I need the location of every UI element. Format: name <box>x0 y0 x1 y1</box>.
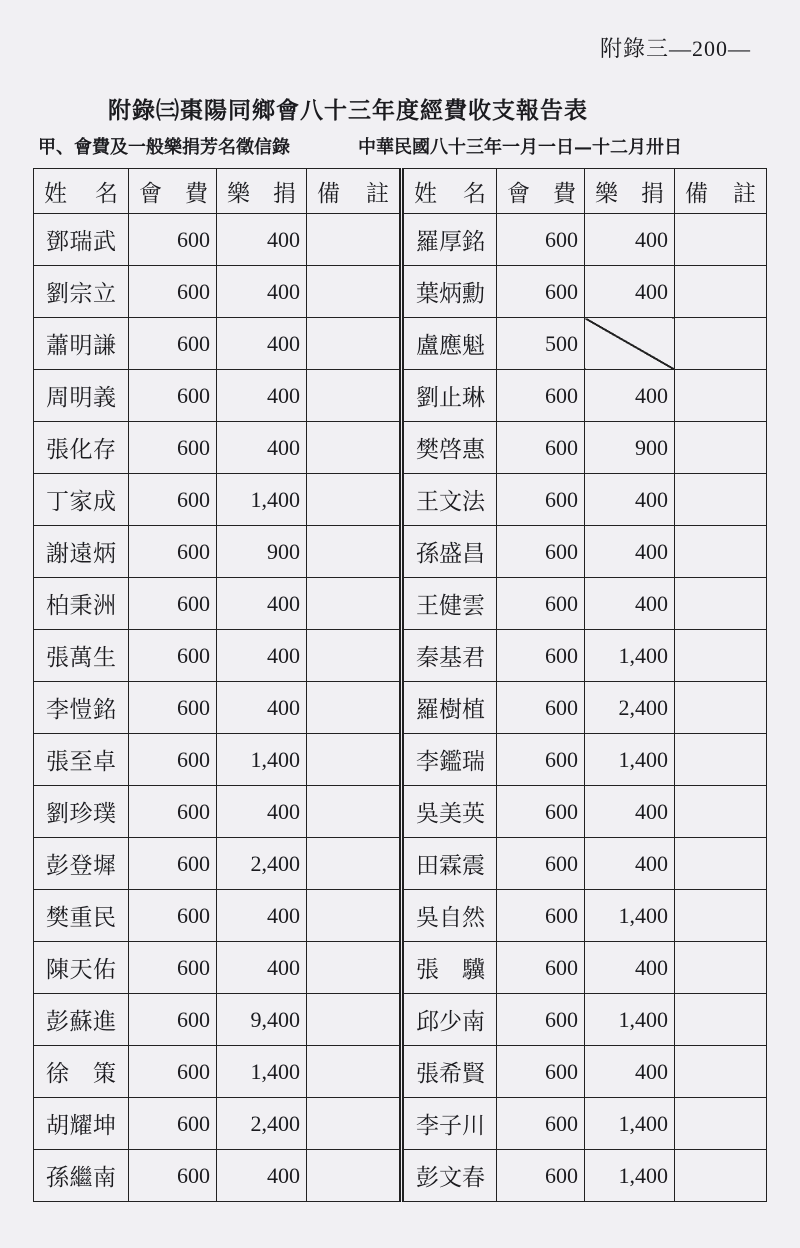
right-name-cell: 盧應魁 <box>402 318 497 370</box>
left-name-cell: 丁家成 <box>34 474 129 526</box>
right-name-cell: 王文法 <box>402 474 497 526</box>
right-note-cell <box>675 786 767 838</box>
left-donation-cell: 400 <box>217 942 307 994</box>
right-note-cell <box>675 942 767 994</box>
left-fee-cell: 600 <box>129 422 217 474</box>
right-donation-cell: 400 <box>585 578 675 630</box>
left-name-cell: 劉宗立 <box>34 266 129 318</box>
table-row <box>34 838 767 890</box>
right-note-cell <box>675 682 767 734</box>
right-note-cell <box>675 890 767 942</box>
table-row <box>34 578 767 630</box>
left-fee-cell: 600 <box>129 1150 217 1202</box>
right-fee-cell: 600 <box>497 682 585 734</box>
left-fee-cell: 600 <box>129 214 217 266</box>
right-donation-cell: 400 <box>585 214 675 266</box>
right-donation-cell: 400 <box>585 370 675 422</box>
left-donation-cell: 2,400 <box>217 838 307 890</box>
left-name-cell: 蕭明謙 <box>34 318 129 370</box>
left-note-cell <box>307 526 402 578</box>
left-donation-cell: 400 <box>217 422 307 474</box>
right-donation-cell: 400 <box>585 942 675 994</box>
left-name-cell: 柏秉洲 <box>34 578 129 630</box>
right-donation-cell: 1,400 <box>585 890 675 942</box>
left-note-cell <box>307 1046 402 1098</box>
left-fee-cell: 600 <box>129 370 217 422</box>
table-row <box>34 214 767 266</box>
right-fee-cell: 600 <box>497 1150 585 1202</box>
right-fee-cell: 600 <box>497 994 585 1046</box>
left-name-cell: 張萬生 <box>34 630 129 682</box>
left-note-cell <box>307 734 402 786</box>
left-note-cell <box>307 1150 402 1202</box>
right-note-cell <box>675 318 767 370</box>
right-fee-cell: 600 <box>497 370 585 422</box>
left-name-cell: 彭登墀 <box>34 838 129 890</box>
left-name-cell: 彭蘇進 <box>34 994 129 1046</box>
left-donation-cell: 2,400 <box>217 1098 307 1150</box>
left-note-cell <box>307 630 402 682</box>
ledger-body <box>34 214 767 1202</box>
right-fee-cell: 600 <box>497 214 585 266</box>
right-donation-cell: 400 <box>585 786 675 838</box>
right-name-cell: 李鑑瑞 <box>402 734 497 786</box>
right-donation-cell: 400 <box>585 474 675 526</box>
left-note-cell <box>307 890 402 942</box>
left-donation-cell: 1,400 <box>217 1046 307 1098</box>
right-donation-cell: 1,400 <box>585 1150 675 1202</box>
left-name-cell: 李愷銘 <box>34 682 129 734</box>
left-donation-cell: 400 <box>217 682 307 734</box>
table-row <box>34 370 767 422</box>
right-note-cell <box>675 214 767 266</box>
left-donation-cell: 900 <box>217 526 307 578</box>
right-donation-cell: 400 <box>585 838 675 890</box>
table-row <box>34 682 767 734</box>
left-note-cell <box>307 266 402 318</box>
right-donation-cell: 400 <box>585 266 675 318</box>
right-donation-cell: 1,400 <box>585 1098 675 1150</box>
table-row <box>34 786 767 838</box>
left-donation-cell: 400 <box>217 578 307 630</box>
left-donation-cell: 1,400 <box>217 734 307 786</box>
left-fee-cell: 600 <box>129 526 217 578</box>
table-row <box>34 630 767 682</box>
left-note-cell <box>307 1098 402 1150</box>
report-title: 附錄㈢棗陽同鄉會八十三年度經費收支報告表 <box>108 97 588 124</box>
left-note-cell <box>307 214 402 266</box>
left-note-cell <box>307 838 402 890</box>
right-name-cell: 張 驥 <box>402 942 497 994</box>
right-donation-cell: 1,400 <box>585 630 675 682</box>
right-donation-cell: 400 <box>585 526 675 578</box>
left-donation-cell: 400 <box>217 318 307 370</box>
left-fee-cell: 600 <box>129 474 217 526</box>
left-name-cell: 孫繼南 <box>34 1150 129 1202</box>
left-name-cell: 鄧瑞武 <box>34 214 129 266</box>
right-donation-cell: 1,400 <box>585 734 675 786</box>
report-period: 中華民國八十三年一月一日—十二月卅日 <box>358 137 682 158</box>
left-donation-cell: 400 <box>217 370 307 422</box>
left-fee-cell: 600 <box>129 942 217 994</box>
table-row <box>34 1150 767 1202</box>
left-name-cell: 張至卓 <box>34 734 129 786</box>
table-row <box>34 1098 767 1150</box>
table-row <box>34 422 767 474</box>
left-name-cell: 張化存 <box>34 422 129 474</box>
left-donation-cell: 1,400 <box>217 474 307 526</box>
table-row <box>34 474 767 526</box>
left-donation-cell: 400 <box>217 786 307 838</box>
left-name-cell: 陳天佑 <box>34 942 129 994</box>
right-name-cell: 王健雲 <box>402 578 497 630</box>
right-fee-cell: 600 <box>497 526 585 578</box>
table-row <box>34 734 767 786</box>
right-name-cell: 田霖震 <box>402 838 497 890</box>
left-fee-cell: 600 <box>129 266 217 318</box>
right-note-cell <box>675 370 767 422</box>
right-note-cell <box>675 1046 767 1098</box>
header-name-right: 姓 名 <box>402 169 497 214</box>
left-fee-cell: 600 <box>129 994 217 1046</box>
table-row <box>34 942 767 994</box>
table-row <box>34 318 767 370</box>
right-note-cell <box>675 578 767 630</box>
right-fee-cell: 600 <box>497 734 585 786</box>
right-name-cell: 劉止琳 <box>402 370 497 422</box>
left-fee-cell: 600 <box>129 1098 217 1150</box>
right-name-cell: 樊啓惠 <box>402 422 497 474</box>
right-fee-cell: 600 <box>497 578 585 630</box>
right-name-cell: 吳美英 <box>402 786 497 838</box>
left-note-cell <box>307 994 402 1046</box>
header-fee-left: 會 費 <box>129 169 217 214</box>
left-name-cell: 謝遠炳 <box>34 526 129 578</box>
header-note-right: 備 註 <box>675 169 767 214</box>
left-note-cell <box>307 370 402 422</box>
right-fee-cell: 600 <box>497 474 585 526</box>
right-donation-cell: 900 <box>585 422 675 474</box>
left-note-cell <box>307 942 402 994</box>
right-donation-cell: 2,400 <box>585 682 675 734</box>
right-note-cell <box>675 630 767 682</box>
left-note-cell <box>307 786 402 838</box>
left-donation-cell: 400 <box>217 890 307 942</box>
right-fee-cell: 600 <box>497 1098 585 1150</box>
left-name-cell: 胡耀坤 <box>34 1098 129 1150</box>
right-name-cell: 羅厚銘 <box>402 214 497 266</box>
right-name-cell: 李子川 <box>402 1098 497 1150</box>
left-donation-cell: 400 <box>217 1150 307 1202</box>
left-fee-cell: 600 <box>129 630 217 682</box>
header-name-left: 姓 名 <box>34 169 129 214</box>
header-fee-right: 會 費 <box>497 169 585 214</box>
right-note-cell <box>675 734 767 786</box>
left-fee-cell: 600 <box>129 838 217 890</box>
left-note-cell <box>307 682 402 734</box>
right-note-cell <box>675 1098 767 1150</box>
left-name-cell: 徐 策 <box>34 1046 129 1098</box>
right-name-cell: 邱少南 <box>402 994 497 1046</box>
right-name-cell: 彭文春 <box>402 1150 497 1202</box>
right-name-cell: 吳自然 <box>402 890 497 942</box>
table-row <box>34 994 767 1046</box>
right-donation-cell <box>585 318 675 370</box>
right-fee-cell: 600 <box>497 422 585 474</box>
right-fee-cell: 600 <box>497 1046 585 1098</box>
right-note-cell <box>675 994 767 1046</box>
right-donation-cell: 1,400 <box>585 994 675 1046</box>
left-donation-cell: 400 <box>217 630 307 682</box>
left-name-cell: 周明義 <box>34 370 129 422</box>
left-note-cell <box>307 422 402 474</box>
left-fee-cell: 600 <box>129 1046 217 1098</box>
right-note-cell <box>675 838 767 890</box>
left-fee-cell: 600 <box>129 890 217 942</box>
donor-ledger-table <box>33 168 767 1202</box>
right-name-cell: 張希賢 <box>402 1046 497 1098</box>
left-fee-cell: 600 <box>129 578 217 630</box>
table-row <box>34 1046 767 1098</box>
right-note-cell <box>675 526 767 578</box>
left-name-cell: 樊重民 <box>34 890 129 942</box>
table-row <box>34 526 767 578</box>
left-name-cell: 劉珍璞 <box>34 786 129 838</box>
right-name-cell: 秦基君 <box>402 630 497 682</box>
left-note-cell <box>307 318 402 370</box>
table-row <box>34 890 767 942</box>
header-row <box>34 169 767 214</box>
table-row <box>34 266 767 318</box>
right-name-cell: 羅樹植 <box>402 682 497 734</box>
right-fee-cell: 600 <box>497 838 585 890</box>
right-fee-cell: 500 <box>497 318 585 370</box>
header-note-left: 備 註 <box>307 169 402 214</box>
page-number: 附錄三—200— <box>600 36 752 61</box>
right-note-cell <box>675 1150 767 1202</box>
right-name-cell: 孫盛昌 <box>402 526 497 578</box>
right-fee-cell: 600 <box>497 890 585 942</box>
right-name-cell: 葉炳勳 <box>402 266 497 318</box>
header-donation-right: 樂 捐 <box>585 169 675 214</box>
left-fee-cell: 600 <box>129 734 217 786</box>
right-fee-cell: 600 <box>497 786 585 838</box>
left-note-cell <box>307 578 402 630</box>
report-subtitle: 甲、會費及一般樂捐芳名徵信錄 <box>38 137 290 158</box>
left-donation-cell: 400 <box>217 266 307 318</box>
left-fee-cell: 600 <box>129 786 217 838</box>
left-note-cell <box>307 474 402 526</box>
right-fee-cell: 600 <box>497 942 585 994</box>
right-fee-cell: 600 <box>497 630 585 682</box>
right-donation-cell: 400 <box>585 1046 675 1098</box>
header-donation-left: 樂 捐 <box>217 169 307 214</box>
left-fee-cell: 600 <box>129 318 217 370</box>
left-donation-cell: 9,400 <box>217 994 307 1046</box>
right-note-cell <box>675 474 767 526</box>
left-donation-cell: 400 <box>217 214 307 266</box>
left-fee-cell: 600 <box>129 682 217 734</box>
right-note-cell <box>675 266 767 318</box>
right-fee-cell: 600 <box>497 266 585 318</box>
right-note-cell <box>675 422 767 474</box>
